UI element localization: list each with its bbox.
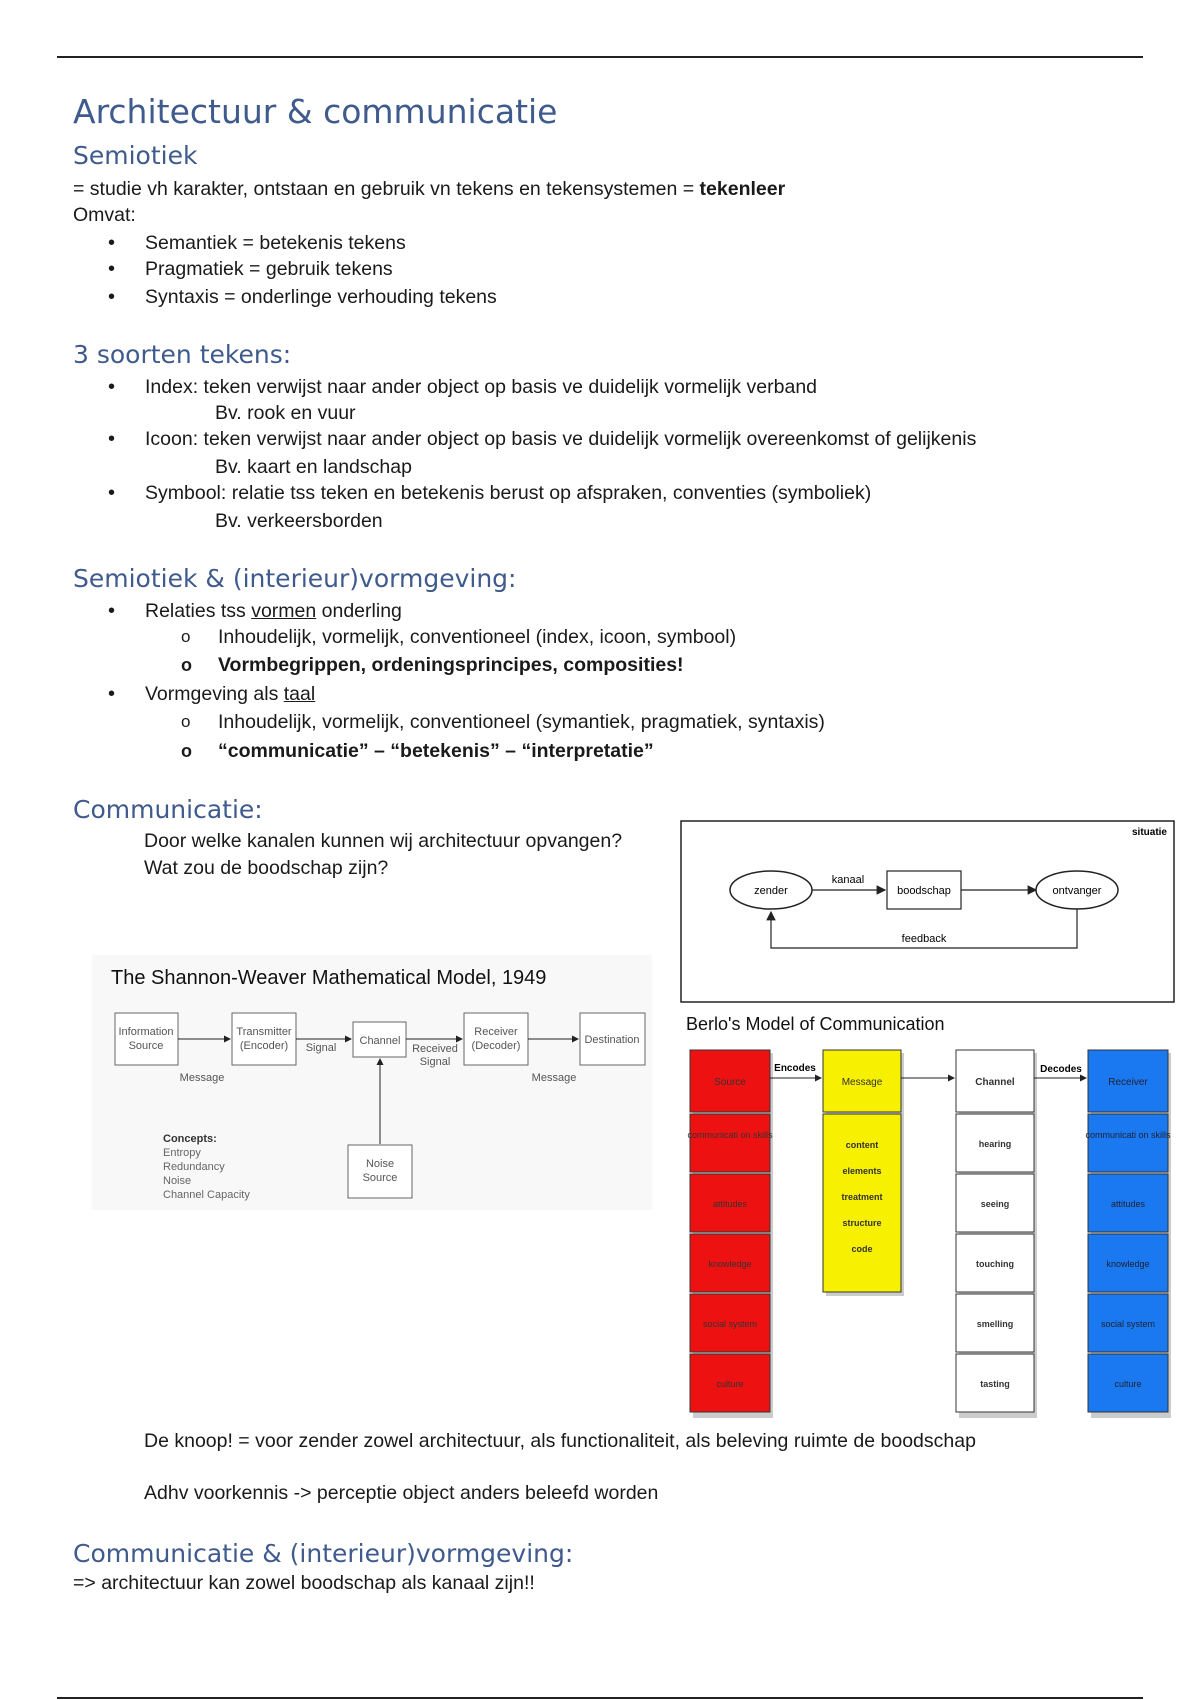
top-rule <box>57 56 1143 58</box>
svg-text:Source: Source <box>714 1077 746 1088</box>
svg-text:culture: culture <box>716 1379 744 1389</box>
svg-text:Encodes: Encodes <box>774 1063 816 1074</box>
example-text: Bv. kaart en landschap <box>215 456 412 478</box>
svg-text:Receiver: Receiver <box>1108 1077 1148 1088</box>
situatie-label: situatie <box>1131 827 1167 838</box>
svg-text:elements: elements <box>842 1166 882 1176</box>
example-text: Bv. rook en vuur <box>215 402 356 424</box>
svg-text:Noise: Noise <box>163 1175 192 1187</box>
list-item: • Symbool: relatie tss teken en betekenis berust op afspraken, conventies (symboliek) <box>145 481 871 505</box>
list-item: • Icoon: teken verwijst naar ander object op basis ve duidelijk vormelijk overeenkomst of gelijkenis <box>145 427 976 451</box>
svg-text:Message: Message <box>531 1072 577 1084</box>
berlo-diagram <box>680 1008 1180 1418</box>
svg-text:treatment: treatment <box>841 1192 883 1202</box>
page-title: Architectuur & communicatie <box>73 92 558 131</box>
question-text: Door welke kanalen kunnen wij architectuur opvangen? <box>144 830 623 852</box>
list-item: • Pragmatiek = gebruik tekens <box>145 257 393 281</box>
svg-text:attitudes: attitudes <box>1110 1199 1146 1209</box>
omvat-label: Omvat: <box>73 204 136 226</box>
feedback-label: feedback <box>901 933 947 945</box>
berlo-receiver-column <box>1085 1050 1171 1418</box>
svg-text:Destination: Destination <box>584 1034 640 1046</box>
svg-text:Channel Capacity: Channel Capacity <box>163 1189 250 1201</box>
list-item: • Index: teken verwijst naar ander object op basis ve duidelijk vormelijk verband <box>145 375 817 399</box>
sub-list-item: o Vormbegrippen, ordeningsprincipes, composities! <box>218 653 684 677</box>
list-item: • Vormgeving als taal <box>145 682 315 706</box>
svg-text:code: code <box>851 1244 873 1254</box>
berlo-channel-column <box>956 1050 1037 1418</box>
svg-text:Redundancy: Redundancy <box>163 1161 225 1173</box>
sub-list-item: o Inhoudelijk, vormelijk, conventioneel (index, icoon, symbool) <box>218 625 736 649</box>
kanaal-label: kanaal <box>831 874 865 886</box>
berlo-message-column <box>823 1050 904 1296</box>
svg-text:knowledge: knowledge <box>1106 1259 1150 1269</box>
svg-text:Source: Source <box>128 1040 164 1052</box>
heading-comm-vormgeving: Communicatie & (interieur)vormgeving: <box>73 1539 574 1568</box>
situatie-frame <box>681 821 1174 1002</box>
transmitter-box <box>232 1013 296 1065</box>
svg-text:Noise: Noise <box>365 1158 395 1170</box>
list-item: • Semantiek = betekenis tekens <box>145 231 406 255</box>
svg-text:Receiver: Receiver <box>474 1026 518 1038</box>
receiver-box <box>464 1013 528 1065</box>
svg-text:attitudes: attitudes <box>712 1199 748 1209</box>
list-item: • Syntaxis = onderlinge verhouding tekens <box>145 285 497 309</box>
shannon-title: The Shannon-Weaver Mathematical Model, 1949 <box>111 967 547 989</box>
svg-text:communicati on skills: communicati on skills <box>1085 1130 1171 1140</box>
svg-text:Information: Information <box>118 1026 174 1038</box>
svg-text:Received: Received <box>412 1043 458 1055</box>
svg-text:touching: touching <box>976 1259 1014 1269</box>
svg-text:content: content <box>845 1140 879 1150</box>
adhv-text: Adhv voorkennis -> perceptie object anders beleefd worden <box>144 1482 659 1504</box>
situatie-diagram <box>680 820 1176 1004</box>
bottom-rule <box>57 1697 1143 1699</box>
svg-text:Message: Message <box>841 1077 883 1088</box>
svg-text:Channel: Channel <box>975 1077 1015 1088</box>
svg-text:Channel: Channel <box>359 1035 401 1047</box>
sub-list-item: o “communicatie” – “betekenis” – “interpretatie” <box>218 739 654 763</box>
heading-vormgeving: Semiotiek & (interieur)vormgeving: <box>73 564 517 593</box>
knoop-text: De knoop! = voor zender zowel architectuur, als functionaliteit, als beleving ruimte de boodschap <box>144 1430 976 1452</box>
svg-text:Source: Source <box>362 1172 398 1184</box>
berlo-title: Berlo's Model of Communication <box>686 1014 945 1034</box>
ontvanger-label: ontvanger <box>1052 885 1102 897</box>
svg-text:culture: culture <box>1114 1379 1142 1389</box>
list-item: • Relaties tss vormen onderling <box>145 599 402 623</box>
svg-text:Message: Message <box>179 1072 225 1084</box>
example-text: Bv. verkeersborden <box>215 510 383 532</box>
svg-text:Signal: Signal <box>305 1042 337 1054</box>
heading-semiotiek: Semiotiek <box>73 141 198 170</box>
svg-text:structure: structure <box>842 1218 882 1228</box>
svg-text:knowledge: knowledge <box>708 1259 752 1269</box>
svg-text:smelling: smelling <box>976 1319 1014 1329</box>
svg-text:tasting: tasting <box>980 1379 1010 1389</box>
svg-text:Signal: Signal <box>419 1056 451 1068</box>
comm-vorm-text: => architectuur kan zowel boodschap als kanaal zijn!! <box>73 1572 535 1594</box>
svg-text:(Decoder): (Decoder) <box>471 1040 521 1052</box>
info-source-box <box>115 1013 178 1065</box>
svg-text:seeing: seeing <box>980 1199 1010 1209</box>
berlo-source-column <box>687 1050 773 1418</box>
svg-text:Concepts:: Concepts: <box>163 1133 217 1145</box>
heading-communicatie: Communicatie: <box>73 795 263 824</box>
zender-label: zender <box>754 885 788 897</box>
svg-text:hearing: hearing <box>978 1139 1012 1149</box>
svg-text:(Encoder): (Encoder) <box>239 1040 289 1052</box>
semiotiek-definition: = studie vh karakter, ontstaan en gebruik vn tekens en tekensystemen = tekenleer <box>73 178 786 200</box>
svg-text:social system: social system <box>1100 1319 1156 1329</box>
heading-soorten: 3 soorten tekens: <box>73 340 292 369</box>
svg-text:Entropy: Entropy <box>163 1147 201 1159</box>
shannon-weaver-diagram <box>92 955 652 1210</box>
svg-text:Transmitter: Transmitter <box>236 1026 292 1038</box>
question-text: Wat zou de boodschap zijn? <box>144 857 389 879</box>
svg-text:social system: social system <box>702 1319 758 1329</box>
sub-list-item: o Inhoudelijk, vormelijk, conventioneel (symantiek, pragmatiek, syntaxis) <box>218 710 825 734</box>
boodschap-label: boodschap <box>897 885 951 897</box>
svg-text:Decodes: Decodes <box>1040 1064 1082 1075</box>
svg-text:communicati on skills: communicati on skills <box>687 1130 773 1140</box>
